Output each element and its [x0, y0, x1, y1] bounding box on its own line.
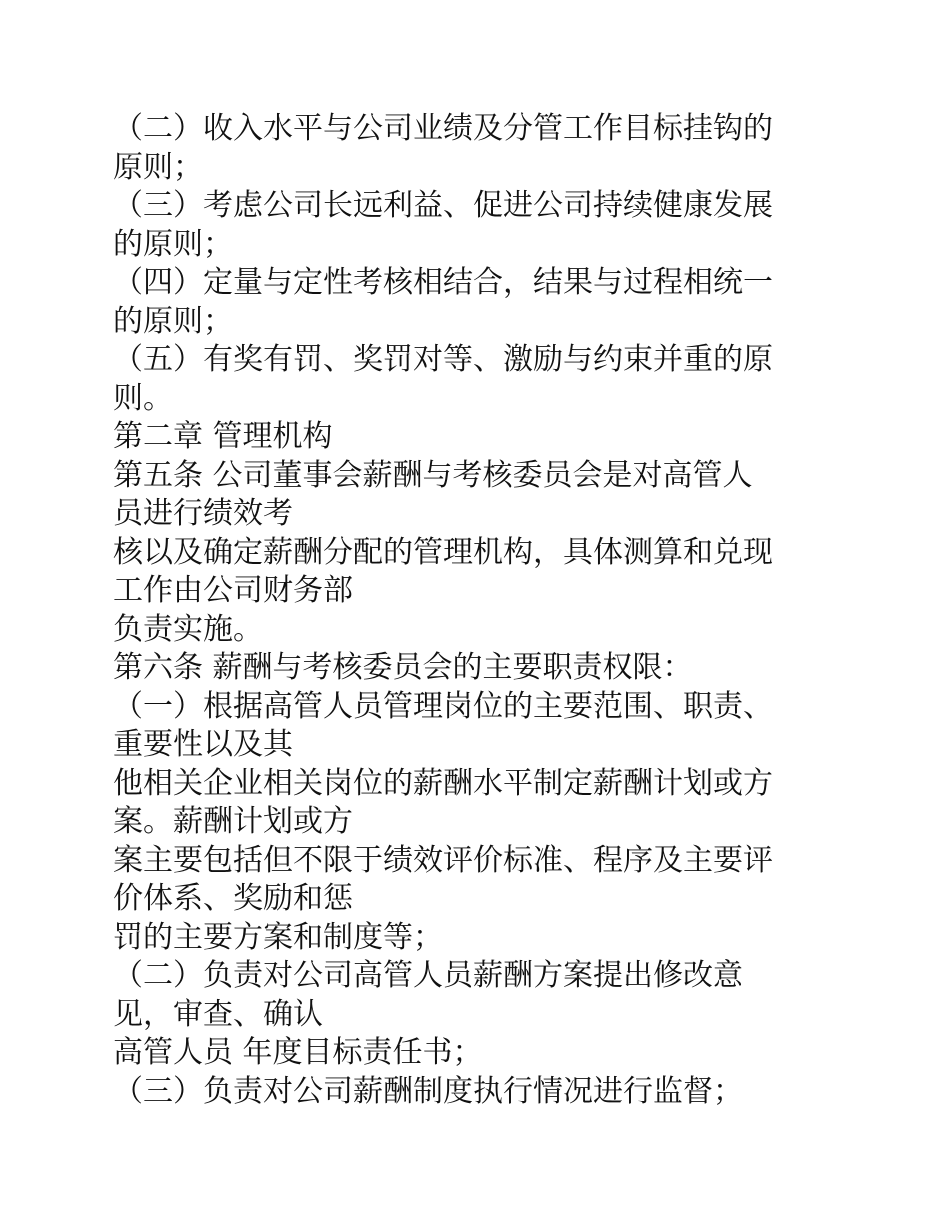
text-line: 案主要包括但不限于绩效评价标准、程序及主要评 — [113, 842, 773, 878]
text-line: 罚的主要方案和制度等； — [113, 919, 443, 955]
text-line: 高管人员 年度目标责任书； — [113, 1035, 483, 1070]
text-line: （四）定量与定性考核相结合，结果与过程相统一 — [113, 265, 773, 300]
text-line: 则。 — [113, 380, 173, 416]
chapter-heading: 第二章 管理机构 — [113, 419, 333, 454]
text-line: 核以及确定薪酬分配的管理机构，具体测算和兑现 — [113, 534, 773, 570]
text-line: 价体系、奖励和惩 — [113, 881, 353, 916]
text-line: 的原则； — [113, 226, 233, 262]
text-line: 负责实施。 — [113, 611, 263, 647]
text-line: （三）考虑公司长远利益、促进公司持续健康发展 — [113, 188, 773, 223]
text-line: 的原则； — [113, 303, 233, 339]
article-line: 第五条 公司董事会薪酬与考核委员会是对高管人 — [113, 457, 753, 493]
text-line: 原则； — [113, 149, 203, 185]
text-line: 他相关企业相关岗位的薪酬水平制定薪酬计划或方 — [113, 765, 773, 801]
text-line: 工作由公司财务部 — [113, 573, 353, 608]
text-line: （一）根据高管人员管理岗位的主要范围、职责、 — [113, 688, 773, 724]
text-line: 见，审查、确认 — [113, 996, 323, 1032]
text-line: （二）收入水平与公司业绩及分管工作目标挂钩的 — [113, 111, 773, 146]
text-line: （五）有奖有罚、奖罚对等、激励与约束并重的原 — [113, 342, 773, 377]
text-line: 员进行绩效考 — [113, 496, 293, 531]
text-line: （二）负责对公司高管人员薪酬方案提出修改意 — [113, 958, 743, 993]
text-line: （三）负责对公司薪酬制度执行情况进行监督； — [113, 1073, 743, 1109]
document-body — [113, 110, 843, 1111]
text-line: 重要性以及其 — [113, 727, 293, 762]
article-line: 第六条 薪酬与考核委员会的主要职责权限： — [113, 650, 693, 685]
text-line: 案。薪酬计划或方 — [113, 804, 353, 839]
